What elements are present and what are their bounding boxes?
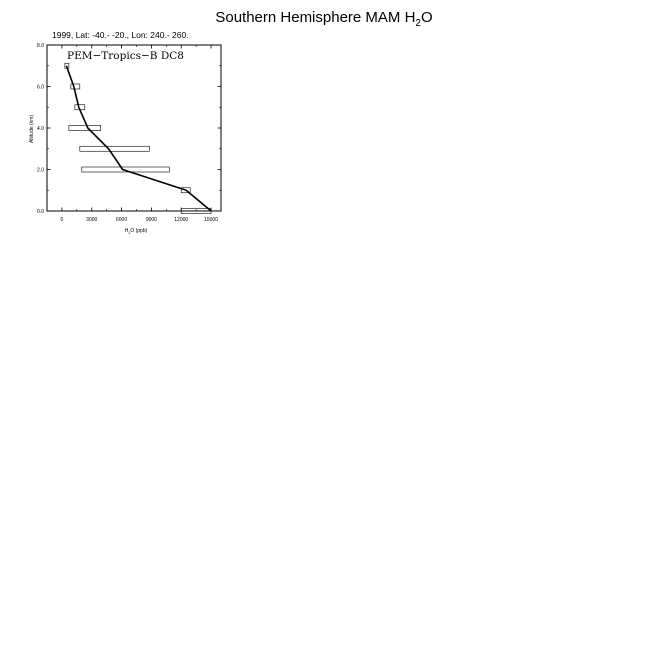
x-tick-label: 15000 xyxy=(204,217,219,223)
y-ticks xyxy=(37,43,221,215)
chart-title-text: Southern Hemisphere MAM H xyxy=(215,9,416,26)
range-box xyxy=(71,84,80,89)
plot-frame xyxy=(47,45,221,211)
x-tick-label: 0 xyxy=(60,217,64,223)
chart-title-subscript: 2 xyxy=(415,18,421,29)
x-tick-label: 6000 xyxy=(116,217,128,223)
chart-axes xyxy=(47,45,221,211)
y-tick-label: 6.0 xyxy=(37,84,44,91)
panel-label: PEM−Tropics−B DC8 xyxy=(67,50,184,62)
y-tick-label: 8.0 xyxy=(37,42,44,49)
x-axis-label xyxy=(125,228,148,235)
y-axis-label: Altitude (km) xyxy=(29,114,35,144)
y-tick-label: 0.0 xyxy=(37,208,44,215)
x-tick-label: 3000 xyxy=(86,217,98,223)
range-box xyxy=(80,146,150,151)
y-tick-label: 2.0 xyxy=(37,167,44,174)
y-tick-label: 4.0 xyxy=(37,125,44,132)
chart-subtitle: 1999, Lat: -40.- -20., Lon: 240.- 260. xyxy=(52,30,189,40)
x-axis-label-subscript: 2 xyxy=(128,231,131,235)
range-boxes xyxy=(65,63,211,213)
x-tick-label: 9000 xyxy=(145,217,157,223)
series-lines xyxy=(66,66,211,211)
series-line xyxy=(66,66,211,211)
range-box xyxy=(69,126,101,131)
x-axis-label-text: H xyxy=(124,228,129,234)
chart-title-tail: O xyxy=(420,9,433,26)
x-tick-label: 12000 xyxy=(174,217,189,223)
x-axis-label-tail: O (ppb) xyxy=(130,228,148,234)
